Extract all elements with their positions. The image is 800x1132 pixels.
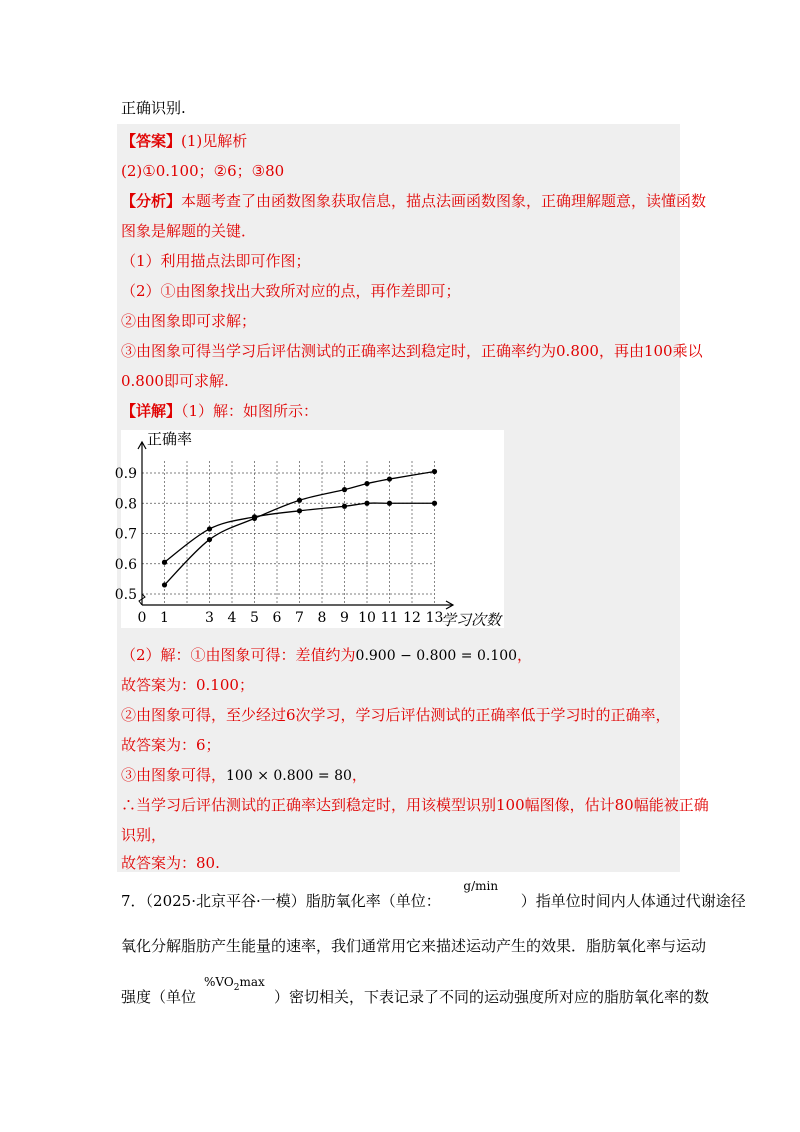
y-axis-label: 正确率 xyxy=(147,430,193,448)
data-point xyxy=(162,582,167,587)
question-7-text: 7．（2025·北京平谷·一模）脂肪氧化率（单位： xyxy=(121,892,441,910)
analysis-text: 本题考查了由函数图象获取信息，描点法画函数图象，正确理解题意，读懂函数 xyxy=(181,192,707,210)
data-point xyxy=(252,514,257,519)
analysis-step-4: ③由图象可得当学习后评估测试的正确率达到稳定时，正确率约为0.800，再由100乘以 xyxy=(121,342,703,360)
data-point xyxy=(432,469,437,474)
solution-answer-2: 故答案为：6； xyxy=(121,736,221,754)
analysis-tag: 【分析】 xyxy=(121,192,182,210)
analysis-step-5: 0.800即可求解. xyxy=(121,372,229,390)
detail-line xyxy=(121,401,318,421)
y-tick-label: 0.8 xyxy=(114,496,137,513)
x-tick-label: 0 xyxy=(137,610,147,626)
x-axis-label: 学习次数 xyxy=(441,611,502,629)
data-point xyxy=(207,526,212,531)
data-point xyxy=(364,501,369,506)
solution-conclusion-2: 识别， xyxy=(121,826,167,844)
difference-formula: 0.900 − 0.800 = 0.100 xyxy=(355,648,518,664)
y-tick-label: 0.7 xyxy=(114,526,137,543)
chart-curves xyxy=(165,471,435,584)
product-formula: 100 × 0.800 = 80 xyxy=(226,768,352,784)
y-tick-label: 0.5 xyxy=(114,587,137,603)
x-tick-label: 11 xyxy=(380,610,399,626)
solution-conclusion: ∴当学习后评估测试的正确率达到稳定时，用该模型识别100幅图像，估计80幅能被正确 xyxy=(121,796,709,814)
punctuation: ， xyxy=(517,646,533,664)
unit-vo2max xyxy=(196,972,274,994)
x-tick-label: 4 xyxy=(227,610,237,626)
data-point xyxy=(342,487,347,492)
data-point xyxy=(342,504,347,509)
question-7-text-3-end: ）密切相关，下表记录了不同的运动强度所对应的脂肪氧化率的数 xyxy=(274,988,710,1006)
data-point xyxy=(297,498,302,503)
solution-step-3-text: ③由图象可得， xyxy=(121,766,227,784)
answer-line xyxy=(121,131,247,151)
question-7-text-end: ）指单位时间内人体通过代谢途径 xyxy=(520,892,746,910)
question-7-text-3: 强度（单位 xyxy=(121,988,197,1006)
detail-tag: 【详解】 xyxy=(121,402,182,420)
question-7-line-3 xyxy=(121,975,710,1010)
detail-text: （1）解：如图所示： xyxy=(181,402,319,420)
solution-answer-1: 故答案为：0.100； xyxy=(121,676,254,694)
data-point xyxy=(297,508,302,513)
unit-vo2max-sub: 2 xyxy=(233,983,240,993)
data-point xyxy=(387,501,392,506)
data-point xyxy=(162,560,167,565)
data-point xyxy=(207,537,212,542)
y-tick-label: 0.9 xyxy=(114,466,137,482)
unit-vo2max-post: max xyxy=(239,975,265,989)
analysis-step-1: （1）利用描点法即可作图； xyxy=(121,252,311,270)
analysis-step-2: （2）①由图象找出大致所对应的点，再作差即可； xyxy=(121,282,461,300)
x-tick-label: 6 xyxy=(272,610,282,626)
series-line-1 xyxy=(165,471,435,584)
x-tick-label: 7 xyxy=(295,610,304,626)
answer-tag: 【答案】 xyxy=(121,132,182,150)
data-point xyxy=(387,476,392,481)
analysis-line xyxy=(121,191,706,211)
punctuation: ， xyxy=(351,766,367,784)
solution-answer-3: 故答案为：80. xyxy=(121,854,220,872)
x-tick-label: 3 xyxy=(205,610,214,626)
answer-part2: (2)①0.100；②6；③80 xyxy=(121,162,285,180)
chart-grid xyxy=(142,461,435,605)
unit-gmin: g/min xyxy=(463,879,499,893)
accuracy-chart xyxy=(114,426,511,636)
y-tick-label: 0.6 xyxy=(114,556,137,573)
analysis-step-3: ②由图象即可求解； xyxy=(121,312,257,330)
solution-step-3 xyxy=(121,765,367,786)
data-point xyxy=(432,501,437,506)
unit-vo2max-pre: %VO xyxy=(204,975,234,989)
answer-part1: (1)见解析 xyxy=(181,132,248,150)
x-tick-label: 12 xyxy=(403,610,421,626)
text-line: 正确识别. xyxy=(121,99,186,117)
chart-ticks xyxy=(115,466,444,626)
x-tick-label: 9 xyxy=(340,610,349,626)
solution-step-2: ②由图象可得，至少经过6次学习，学习后评估测试的正确率低于学习时的正确率， xyxy=(121,706,671,724)
x-tick-label: 5 xyxy=(250,610,259,626)
question-7-line-2: 氧化分解脂肪产生能量的速率，我们通常用它来描述运动产生的效果．脂肪氧化率与运动 xyxy=(121,937,707,955)
x-tick-label: 10 xyxy=(358,610,376,626)
question-7-line-1 xyxy=(121,879,746,912)
solution-step-1-text: （2）解：①由图象可得：差值约为 xyxy=(121,646,356,664)
x-tick-label: 8 xyxy=(317,610,327,626)
x-tick-label: 1 xyxy=(160,610,169,626)
analysis-text-2: 图象是解题的关键． xyxy=(121,222,257,240)
chart-axes xyxy=(138,442,453,609)
data-point xyxy=(364,481,369,486)
solution-step-1 xyxy=(121,645,532,666)
x-tick-label: 13 xyxy=(425,610,444,626)
